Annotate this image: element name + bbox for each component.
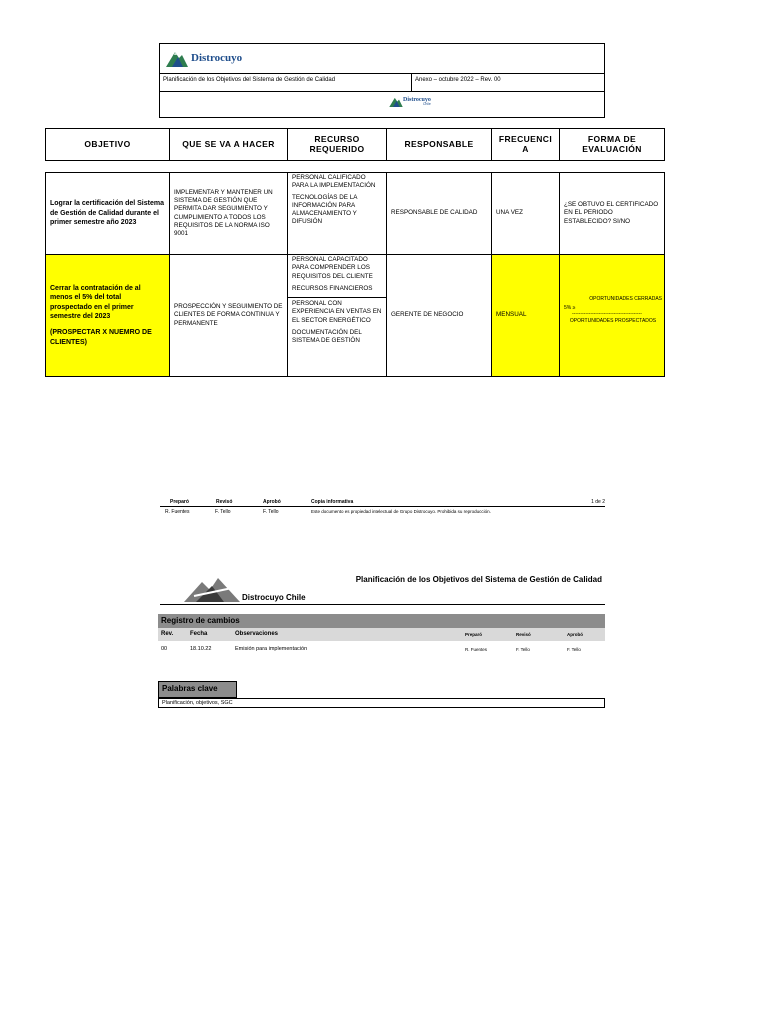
annex-info: Anexo – octubre 2022 – Rev. 00 [415,77,501,83]
footer-label-copy: Copia informativa [311,499,354,505]
col-header-frequency: FRECUENCIA [491,128,560,161]
changes-row [158,641,605,659]
document-title: Planificación de los Objetivos del Sistema de Gestión de Calidad [163,77,336,83]
row1-resource-2: TECNOLOGÍAS DE LA INFORMACIÓN PARA ALMACENAMIENTO Y DIFUSIÓN [292,193,358,226]
row1-frequency: UNA VEZ [491,172,560,255]
small-company-logo [389,96,431,107]
row1-resources [287,172,387,255]
changes-header-row [158,628,605,641]
footer-approved-by: F. Tello [263,509,279,515]
changes-date: 18.10.22 [190,646,212,652]
changes-col-observations: Observaciones [235,631,279,637]
header-title-row [160,73,604,92]
row1-resource-1: PERSONAL CALIFICADO PARA LA IMPLEMENTACIÓN [292,174,376,190]
col-header-objective: OBJETIVO [45,128,170,161]
row2-resources [287,254,387,377]
keywords-value: Planificación, objetivos, SGC [158,698,605,708]
company-name: Distrocuyo [191,52,243,64]
row1-objective: Lograr la certificación del Sistema de Gestión de Calidad durante el primer semestre año 2023 [45,172,170,255]
footer-label-approved: Aprobó [263,499,281,505]
row2-frequency: MENSUAL [491,254,560,377]
mountain-logo-icon [184,576,240,604]
eval-denominator: OPORTUNIDADES PROSPECTADOS [569,317,657,324]
page2-title: Planificación de los Objetivos del Sistema de Gestión de Calidad [355,575,602,584]
changes-section-title: Registro de cambios [158,614,605,628]
footer-label-reviewed: Revisó [216,499,233,505]
mountain-logo-icon [166,49,188,67]
footer-label-prepared: Preparó [170,499,189,505]
row2-objective: Cerrar la contratación de al menos el 5% del total prospectado en el primer semestre del 2023 (PROSPECTAR X NUEMRO DE CLIENTES) [45,254,170,377]
row2-resource-3: PERSONAL CON EXPERIENCIA EN VENTAS EN EL SECTOR ENERGÉTICO [288,297,386,325]
row2-evaluation [559,254,665,377]
header-logo-row [160,44,604,74]
small-logo-sub: Chile [422,101,431,106]
changes-col-approved: Aprobó [567,632,583,637]
footer-prepared-by: R. Fuentes [165,509,190,515]
eval-numerator: OPORTUNIDADES CERRADAS [589,296,662,302]
row1-action: IMPLEMENTAR Y MANTENER UN SISTEMA DE GESTIÓN QUE PERMITA DAR SEGUIMIENTO Y CUMPLIMIENTO A TODOS LOS REQUISITOS DE LA NORMA ISO 9001 [169,172,288,255]
col-header-responsible: RESPONSABLE [386,128,492,161]
row2-resource-1: PERSONAL CAPACITADO PARA COMPRENDER LOS REQUISITOS DEL CLIENTE [292,256,373,280]
signature-footer [160,499,605,519]
changes-reviewed-by: F. Tello [516,647,530,652]
row1-responsible: RESPONSABLE DE CALIDAD [386,172,492,255]
eval-prefix: 5% ≥ [564,304,576,311]
row2-objective-note: (PROSPECTAR X NUEMRO DE CLIENTES) [50,329,152,346]
keywords-section-title: Palabras clave [158,681,237,698]
row2-resource-4: DOCUMENTACIÓN DEL SISTEMA DE GESTIÓN [292,329,362,345]
changes-col-prepared: Preparó [465,632,483,637]
changes-col-date: Fecha [190,631,208,637]
small-logo-text: Distrocuyo [403,96,431,103]
eval-fraction-line: ------------------------------------------ [572,311,642,317]
changes-observation: Emisión para implementación [235,646,308,652]
page2-company: Distrocuyo Chile [242,593,306,602]
document-header [159,43,605,118]
col-header-action: QUE SE VA A HACER [169,128,288,161]
footer-reviewed-by: F. Tello [215,509,231,515]
changes-col-rev: Rev. [161,631,174,637]
row2-action: PROSPECCIÓN Y SEGUIMIENTO DE CLIENTES DE FORMA CONTINUA Y PERMANENTE [169,254,288,377]
footer-copyright: Este documento es propiedad intelectual de Grupo Distrocuyo. Prohibida su reproducción. [311,509,491,514]
row2-resource-2: RECURSOS FINANCIEROS [292,284,373,292]
row2-responsible: GERENTE DE NEGOCIO [386,254,492,377]
changes-prepared-by: R. Fuentes [465,647,488,652]
changes-col-reviewed: Revisó [516,632,531,637]
mountain-logo-icon [389,96,403,107]
col-header-evaluation: FORMA DE EVALUACIÓN [559,128,665,161]
changes-approved-by: F. Tello [567,647,581,652]
row1-evaluation: ¿SE OBTUVO EL CERTIFICADO EN EL PERIODO ESTABLECIDO? SI/NO [559,172,665,255]
page-number: 1 de 2 [591,499,605,505]
col-header-resource: RECURSO REQUERIDO [287,128,387,161]
company-logo [166,49,242,67]
changes-rev: 00 [161,646,168,652]
